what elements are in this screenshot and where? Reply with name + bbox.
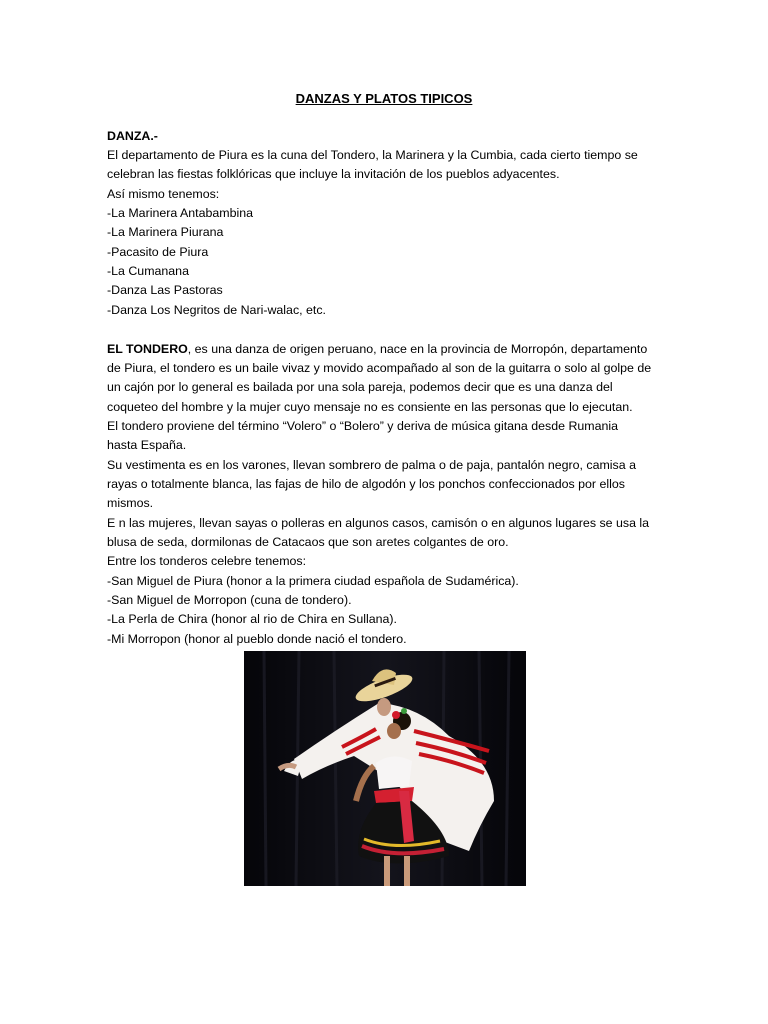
dance-list-item: -Danza Las Pastoras	[107, 283, 223, 297]
tondero-heading: EL TONDERO	[107, 342, 188, 356]
tondero-line: un cajón por lo general es bailada por una sola pareja, podemos decir que es una danza del	[107, 380, 613, 394]
dance-list-item: -Danza Los Negritos de Nari-walac, etc.	[107, 303, 326, 317]
intro-line: celebran las fiestas folklóricas que incluye la invitación de los pueblos adyacentes.	[107, 167, 560, 181]
intro-line: El departamento de Piura es la cuna del Tondero, la Marinera y la Cumbia, cada cierto tiempo se	[107, 148, 638, 162]
danza-heading: DANZA.-	[107, 129, 158, 143]
tondero-line: El tondero proviene del término “Volero” o “Bolero” y deriva de música gitana desde Rumania	[107, 419, 619, 433]
tondero-paragraph-line	[107, 340, 667, 359]
tondero-list-item: -La Perla de Chira (honor al rio de Chira en Sullana).	[107, 612, 397, 626]
tondero-line: coqueteo del hombre y la mujer cuyo mensaje no es consiente en las personas que lo ejecutan.	[107, 400, 633, 414]
page-title: DANZAS Y PLATOS TIPICOS	[295, 91, 473, 106]
tondero-line: E n las mujeres, llevan sayas o polleras en algunos casos, camisón o en algunos lugares se usa la	[107, 516, 650, 530]
tondero-line: mismos.	[107, 496, 154, 510]
tondero-list-item: -San Miguel de Morropon (cuna de tondero).	[107, 593, 352, 607]
dancers-illustration	[244, 651, 526, 886]
dancers-photo	[244, 651, 526, 886]
tondero-line: de Piura, el tondero es un baile vivaz y movido acompañado al son de la guitarra o solo al golpe de	[107, 361, 652, 375]
tondero-line: Entre los tonderos celebre tenemos:	[107, 554, 307, 568]
intro-line: Así mismo tenemos:	[107, 187, 220, 201]
dance-list-item: -La Cumanana	[107, 264, 189, 278]
tondero-first-line: , es una danza de origen peruano, nace en la provincia de Morropón, departamento	[187, 342, 648, 356]
tondero-list-item: -Mi Morropon (honor al pueblo donde nació el tondero.	[107, 632, 407, 646]
tondero-list-item: -San Miguel de Piura (honor a la primera ciudad española de Sudamérica).	[107, 574, 519, 588]
tondero-line: hasta España.	[107, 438, 187, 452]
tondero-line: rayas o totalmente blanca, las fajas de hilo de algodón y los ponchos confeccionados por ellos	[107, 477, 625, 491]
dance-list-item: -La Marinera Piurana	[107, 225, 224, 239]
tondero-line: Su vestimenta es en los varones, llevan sombrero de palma o de paja, pantalón negro, camisa a	[107, 458, 636, 472]
dance-list-item: -La Marinera Antabambina	[107, 206, 254, 220]
tondero-line: blusa de seda, dormilonas de Catacaos que son aretes colgantes de oro.	[107, 535, 509, 549]
dance-list-item: -Pacasito de Piura	[107, 245, 209, 259]
